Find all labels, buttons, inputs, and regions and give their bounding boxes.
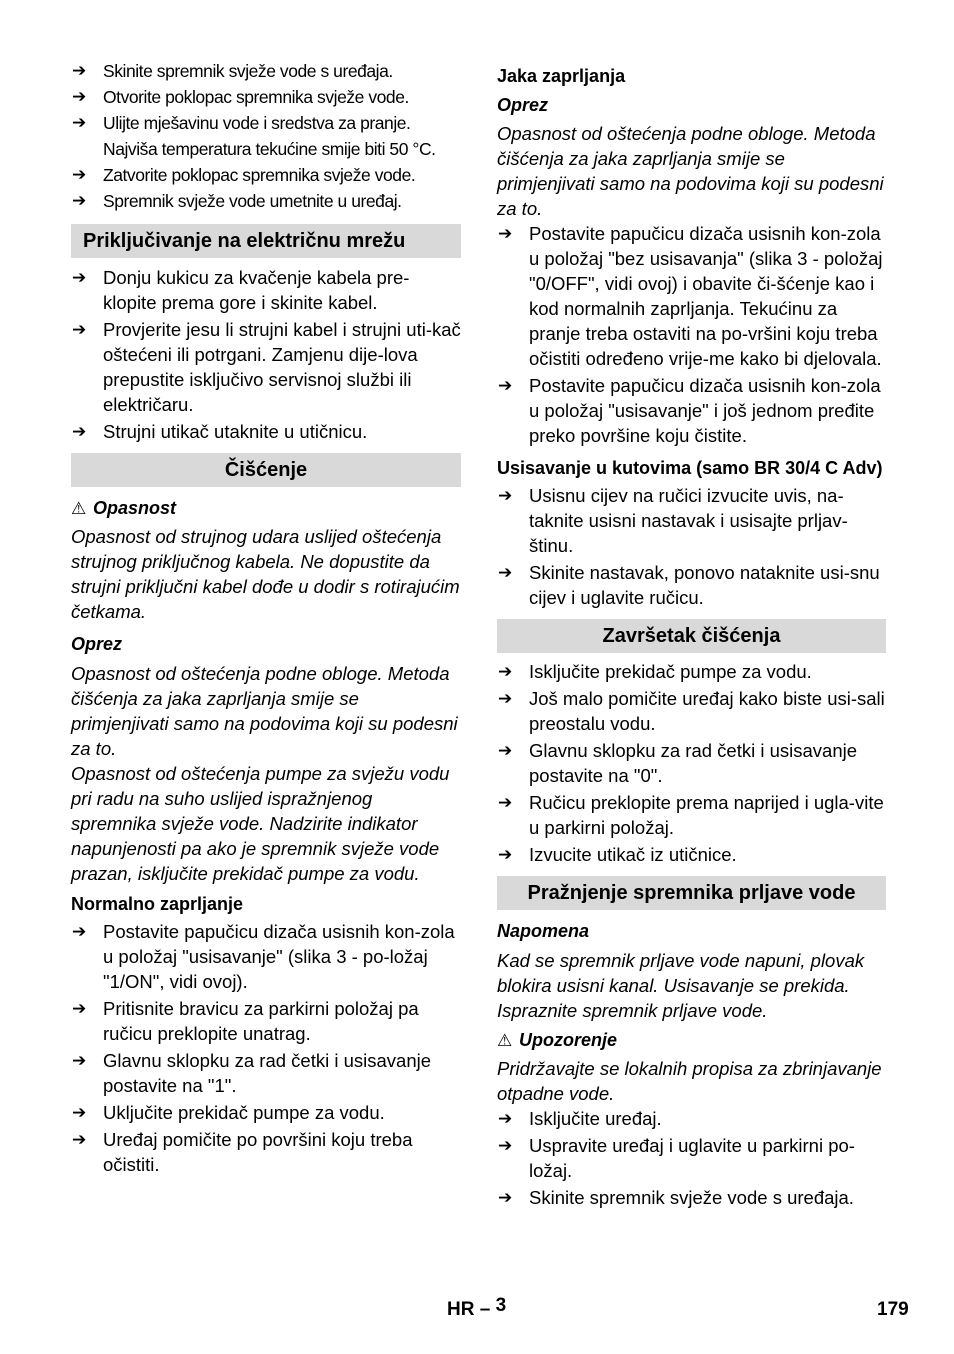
section-heading-drain-dirty-water: Pražnjenje spremnika prljave vode — [497, 876, 886, 910]
list-item: ➔ Skinite spremnik svježe vode s uređaja. — [498, 1187, 854, 1208]
arrow-icon: ➔ — [498, 793, 513, 812]
arrow-icon: ➔ — [498, 563, 513, 582]
list-item: ➔ Isključite uređaj. — [498, 1108, 662, 1129]
left-column — [71, 58, 461, 1177]
arrow-icon: ➔ — [72, 191, 86, 210]
list-item: ➔ Ulijte mješavinu vode i sredstva za pranje. Najviša temperatura tekućine smije biti 50 °C. — [71, 110, 461, 162]
drain-steps-list — [497, 1106, 886, 1210]
section-heading-power: Priključivanje na električnu mrežu — [71, 224, 461, 258]
arrow-icon: ➔ — [498, 845, 513, 864]
list-item: ➔ Izvucite utikač iz utičnice. — [498, 844, 737, 865]
page-number: 179 — [877, 1299, 909, 1320]
arrow-icon: ➔ — [498, 376, 513, 395]
arrow-icon: ➔ — [72, 1130, 87, 1149]
arrow-icon: ➔ — [72, 165, 86, 184]
normal-soiling-heading: Normalno zaprljanje — [71, 894, 244, 914]
arrow-icon: ➔ — [72, 1103, 87, 1122]
normal-steps-list — [71, 919, 461, 1177]
list-item: ➔ Usisnu cijev na ručici izvucite uvis, na-taknite usisni nastavak i usisajte prljav-štinu. — [498, 485, 848, 556]
footer-section-marker: HR – 3 — [447, 1295, 507, 1320]
arrow-icon: ➔ — [498, 1136, 513, 1155]
arrow-icon: ➔ — [72, 320, 87, 339]
right-column — [497, 58, 886, 1210]
arrow-icon: ➔ — [72, 61, 86, 80]
warning-triangle-icon: ⚠ — [71, 499, 87, 518]
heavy-steps-list — [497, 221, 886, 448]
list-item: ➔ Pritisnite bravicu za parkirni položaj pa ručicu preklopite unatrag. — [72, 998, 419, 1044]
corner-steps-list — [497, 483, 886, 610]
list-item: ➔ Ručicu preklopite prema naprijed i ugla-vite u parkirni položaj. — [498, 792, 884, 838]
power-steps-list — [71, 265, 461, 444]
arrow-icon: ➔ — [498, 662, 513, 681]
section-heading-end-cleaning: Završetak čišćenja — [497, 619, 886, 653]
arrow-icon: ➔ — [498, 1188, 513, 1207]
arrow-icon: ➔ — [498, 689, 513, 708]
arrow-icon: ➔ — [72, 87, 86, 106]
list-item: ➔ Uređaj pomičite po površini koju treba očistiti. — [72, 1129, 413, 1175]
end-steps-list — [497, 659, 886, 867]
top-steps-list — [71, 58, 461, 214]
list-item: ➔ Skinite nastavak, ponovo nataknite usi-snu cijev i uglavite ručicu. — [498, 562, 880, 608]
list-item: ➔ Glavnu sklopku za rad četki i usisavanje postavite na "0". — [498, 740, 858, 786]
list-item: ➔ Još malo pomičite uređaj kako biste usi-sali preostalu vodu. — [498, 688, 885, 734]
list-item: ➔ Postavite papučicu dizača usisnih kon-zola u položaj "bez usisavanja" (slika 3 - položaj "0/OFF", vidi ovoj) i obavite či-šćenje kao i kod normalnih zaprljanja. Tekućinu za pranje treba ostaviti na po-vršini koju treba očistiti određeno vrije-me kako bi djelovala. — [498, 223, 883, 369]
danger-label: ⚠ Opasnost — [71, 496, 461, 521]
section-heading-cleaning: Čišćenje — [71, 453, 461, 487]
heavy-soiling-heading: Jaka zaprljanja — [497, 66, 626, 86]
arrow-icon: ➔ — [498, 1109, 513, 1128]
list-item: ➔ Glavnu sklopku za rad četki i usisavanje postavite na "1". — [72, 1050, 432, 1096]
list-item: ➔ Postavite papučicu dizača usisnih kon-zola u položaj "usisavanje" (slika 3 - po-ložaj "1/ON", vidi ovoj). — [72, 921, 455, 992]
caution-text: Opasnost od oštećenja podne obloge. Metoda čišćenja za jaka zaprljanja smije se primjenjivati samo na podovima koji su podesni za to. — [497, 123, 884, 219]
arrow-icon: ➔ — [72, 422, 87, 441]
list-item: ➔ Otvorite poklopac spremnika svježe vode. — [71, 84, 461, 110]
list-item: ➔ Strujni utikač utaknite u utičnicu. — [72, 421, 368, 442]
arrow-icon: ➔ — [72, 268, 87, 287]
list-item: ➔ Postavite papučicu dizača usisnih kon-zola u položaj "usisavanje" i još jednom pređite preko površine koju čistite. — [498, 375, 881, 446]
warning-triangle-icon: ⚠ — [497, 1031, 513, 1050]
arrow-icon: ➔ — [72, 113, 86, 132]
list-item: ➔ Isključite prekidač pumpe za vodu. — [498, 661, 812, 682]
note-text: Kad se spremnik prljave vode napuni, plovak blokira usisni kanal. Usisavanje se prekida. Ispraznite spremnik prljave vode. — [497, 950, 865, 1021]
arrow-icon: ➔ — [72, 922, 87, 941]
note-label: Napomena — [497, 921, 590, 941]
arrow-icon: ➔ — [72, 1051, 87, 1070]
arrow-icon: ➔ — [72, 999, 87, 1018]
caution-text-1: Opasnost od oštećenja podne obloge. Metoda čišćenja za jaka zaprljanja smije se primjenjivati samo na podovima koji su podesni za to. — [71, 663, 458, 759]
caution-label: Oprez — [71, 634, 123, 654]
list-item: ➔ Zatvorite poklopac spremnika svježe vode. — [71, 162, 461, 188]
arrow-icon: ➔ — [498, 741, 513, 760]
caution-text-2: Opasnost od oštećenja pumpe za svježu vodu pri radu na suho uslijed ispražnjenog spremnika svježe vode. Nadzirite indikator napunjenosti pa ako je spremnik svježe vode prazan, isključite prekidač pumpe za vodu. — [71, 763, 450, 884]
danger-text: Opasnost od strujnog udara uslijed oštećenja strujnog priključnog kabela. Ne dopustite da strujni priključni kabel dođe u dodir s rotirajućim četkama. — [71, 526, 460, 622]
arrow-icon: ➔ — [498, 224, 513, 243]
list-item: ➔ Donju kukicu za kvačenje kabela pre-klopite prema gore i skinite kabel. — [72, 267, 410, 313]
list-item: ➔ Skinite spremnik svježe vode s uređaja. — [71, 58, 461, 84]
list-item: ➔ Provjerite jesu li strujni kabel i strujni uti-kač oštećeni ili potrgani. Zamjenu dije-lova prepustite isključivo servisnoj službi ili električaru. — [72, 319, 461, 415]
list-item: ➔ Uspravite uređaj i uglavite u parkirni po-ložaj. — [498, 1135, 855, 1181]
warning-text: Pridržavajte se lokalnih propisa za zbrinjavanje otpadne vode. — [497, 1058, 882, 1104]
warning-label: ⚠ Upozorenje — [497, 1028, 886, 1053]
list-item: ➔ Uključite prekidač pumpe za vodu. — [72, 1102, 385, 1123]
list-item: ➔ Spremnik svježe vode umetnite u uređaj. — [71, 188, 461, 214]
arrow-icon: ➔ — [498, 486, 513, 505]
caution-label: Oprez — [497, 95, 549, 115]
corner-vacuuming-heading: Usisavanje u kutovima (samo BR 30/4 C Adv) — [497, 458, 883, 478]
